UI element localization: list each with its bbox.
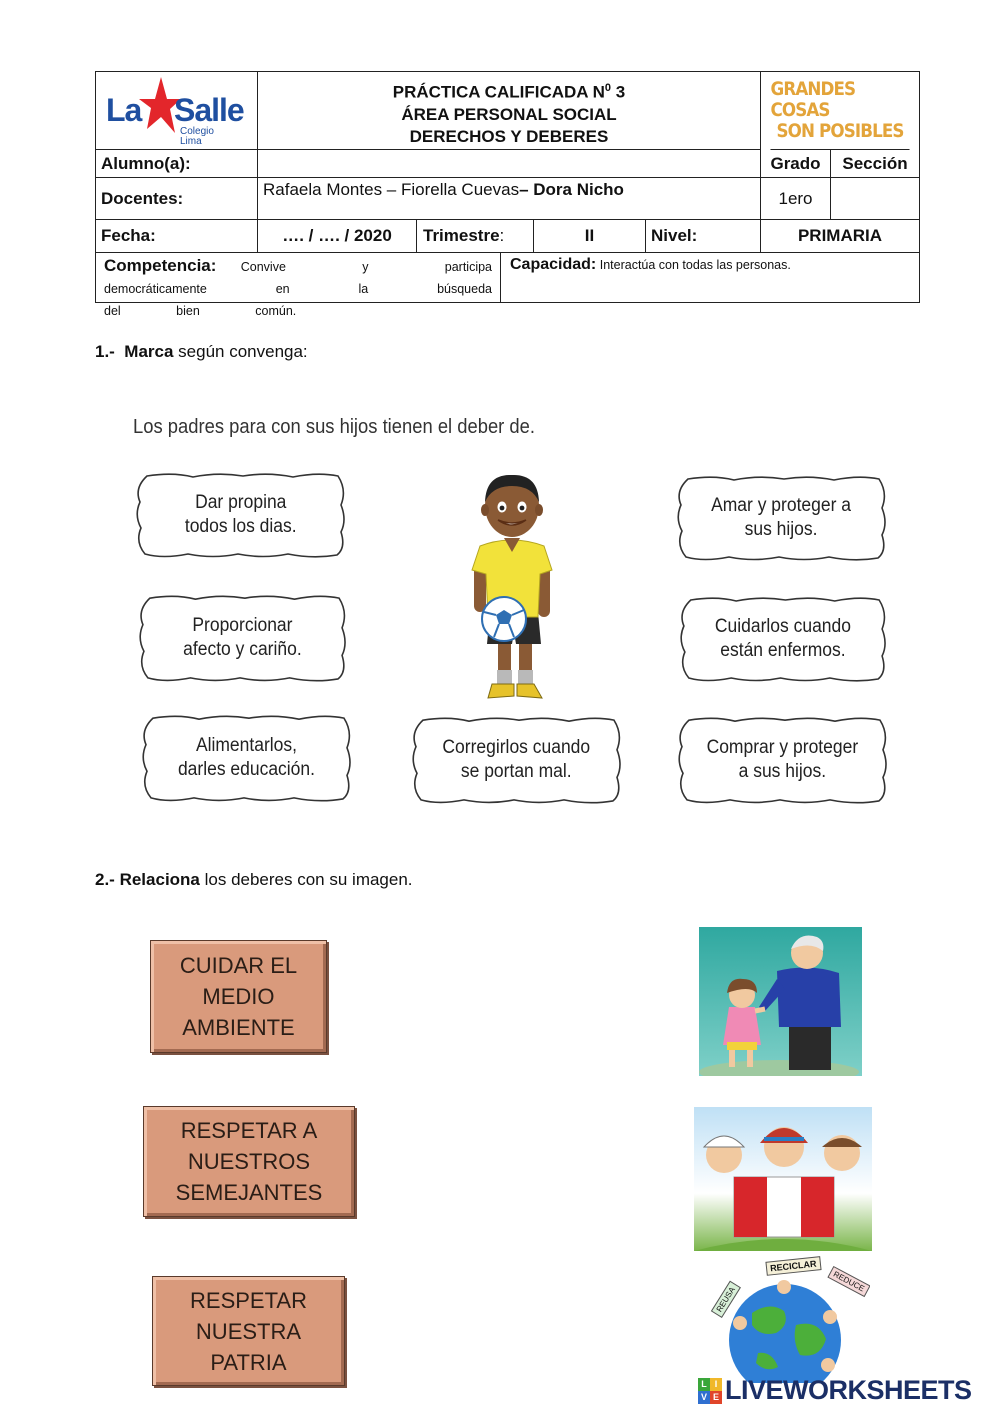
competencia-text: Convive y participa democráticamente en la búsqueda del bien común.	[104, 260, 492, 318]
trimestre-label: Trimestre :	[417, 220, 534, 253]
liveworksheets-logo-icon: L I V E	[698, 1378, 722, 1404]
option-cloud[interactable]: Comprar y proteger a sus hijos.	[675, 714, 890, 806]
boy-with-ball-illustration	[462, 472, 562, 712]
option-cloud[interactable]: Cuidarlos cuando están enfermos.	[677, 594, 889, 684]
fecha-label: Fecha:	[96, 220, 258, 253]
picture-globe-recycle[interactable]	[700, 1255, 870, 1383]
picture-children-with-flag[interactable]	[694, 1107, 872, 1251]
nivel-label: Nivel:	[646, 220, 761, 253]
sign-reusa: REUSA	[711, 1281, 741, 1318]
capacidad-cell	[501, 253, 919, 302]
grado-value: 1ero	[761, 178, 831, 220]
children-flag-illustration	[694, 1107, 872, 1251]
liveworksheets-watermark	[698, 1375, 972, 1406]
picture-girl-and-grandfather[interactable]	[699, 927, 862, 1076]
capacidad-text: Interactúa con todas las personas.	[599, 258, 791, 272]
slogan: GRANDES COSAS SON POSIBLES	[770, 72, 909, 150]
docentes-value: Rafaela Montes – Fiorella Cuevas – Dora Nicho	[258, 178, 761, 220]
option-cloud[interactable]: Corregirlos cuando se portan mal.	[409, 714, 624, 806]
liveworksheets-text: LIVEWORKSHEETS	[725, 1375, 972, 1405]
alumno-label: Alumno(a):	[96, 150, 258, 178]
sign-reciclar: RECICLAR	[765, 1256, 821, 1276]
logo-subtitle: Colegio Lima	[180, 126, 214, 147]
competencia-cell	[96, 253, 501, 318]
option-cloud[interactable]: Dar propina todos los dias.	[133, 470, 348, 560]
duty-box-medio-ambiente[interactable]: CUIDAR EL MEDIO AMBIENTE	[150, 940, 327, 1053]
alumno-field[interactable]	[258, 150, 761, 178]
duty-box-semejantes[interactable]: RESPETAR A NUESTROS SEMEJANTES	[143, 1106, 355, 1217]
document-title: PRÁCTICA CALIFICADA $N^0$ 3 ÁREA PERSONAL SOCIAL DERECHOS Y DEBERES	[258, 72, 761, 150]
fecha-value: …. / …. / 2020	[258, 220, 417, 253]
header-table	[95, 71, 920, 318]
trimestre-value: II	[534, 220, 646, 253]
duty-box-patria[interactable]: RESPETAR NUESTRA PATRIA	[152, 1276, 345, 1386]
grado-label: Grado	[761, 150, 831, 178]
question-2-heading: 2.- Relaciona los deberes con su imagen.	[95, 870, 413, 889]
capacidad-label: Capacidad:	[510, 256, 597, 273]
option-cloud[interactable]: Amar y proteger a sus hijos.	[674, 473, 889, 563]
girl-grandfather-illustration	[699, 927, 862, 1076]
competencia-label: Competencia:	[104, 256, 217, 275]
option-cloud[interactable]: Proporcionar afecto y cariño.	[136, 592, 349, 684]
question-1-heading: 1.- Marca según convenga:	[95, 342, 308, 361]
option-cloud[interactable]: Alimentarlos, darles educación.	[139, 712, 354, 804]
seccion-field[interactable]	[831, 178, 919, 220]
sign-reduce: REDUCE	[827, 1266, 870, 1297]
school-logo	[96, 72, 258, 150]
nivel-value: PRIMARIA	[761, 220, 919, 253]
question-1-intro: Los padres para con sus hijos tienen el deber de.	[133, 416, 535, 438]
logo-text-salle: Salle	[174, 92, 244, 128]
seccion-label: Sección	[831, 150, 919, 178]
docentes-label: Docentes:	[96, 178, 258, 220]
logo-text-la: La	[106, 92, 142, 128]
